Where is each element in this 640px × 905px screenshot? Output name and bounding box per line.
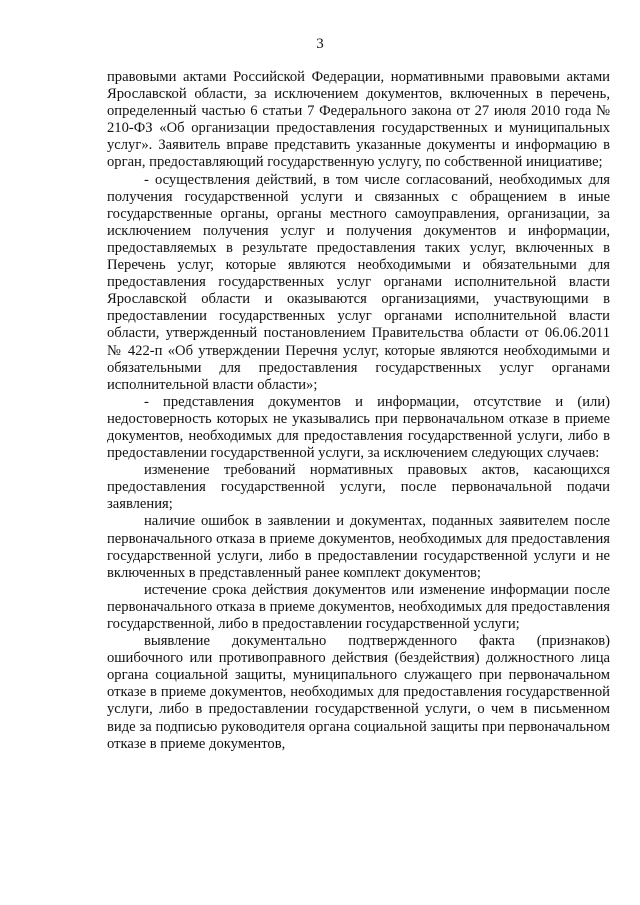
page-number: 3: [316, 36, 324, 52]
paragraph-actions-item: - осуществления действий, в том числе согласований, необходимых для получения государственной услуги и связанных с обращением в иные государственные органы, органы местного самоуправления, организации, за исключением получения услуг и получения документов и информации, предоставляемых в результате предоставления таких услуг, включенных в Перечень услуг, которые являются необходимыми и обязательными для предоставления государственных услуг органами исполнительной власти Ярославской области и оказываются организациями, участвующими в предоставлении государственных услуг органами исполнительной власти области, утвержденный постановлением Правительства области от 06.06.2011 № 422-п «Об утверждении Перечня услуг, которые являются необходимыми и обязательными для предоставления государственных услуг органами исполнительной власти области»;: [107, 171, 610, 393]
paragraph-case-errors: наличие ошибок в заявлении и документах, поданных заявителем после первоначального отказа в приеме документов, необходимых для предоставления государственной услуги, либо в предоставлении государственной услуги и не включенных в представленный ранее комплект документов;: [107, 513, 610, 581]
paragraph-documents-item: - представления документов и информации, отсутствие и (или) недостоверность которых не указывались при первоначальном отказе в приеме документов, необходимых для предоставления государственной услуги, либо в предоставлении государственной услуги, за исключением следующих случаев:: [107, 393, 610, 462]
paragraph-case-requirements-change: изменение требований нормативных правовых актов, касающихся предоставления государственной услуги, после первоначальной подачи заявления;: [107, 462, 610, 513]
document-body: [107, 69, 610, 753]
paragraph-case-expiry: истечение срока действия документов или изменение информации после первоначального отказа в приеме документов, необходимых для предоставления государственной, либо в предоставлении государственной услуги;: [107, 581, 610, 632]
paragraph-continuation: правовыми актами Российской Федерации, нормативными правовыми актами Ярославской области, за исключением документов, включенных в перечень, определенный частью 6 статьи 7 Федерального закона от 27 июля 2010 года № 210-ФЗ «Об организации предоставления государственных и муниципальных услуг». Заявитель вправе представить указанные документы и информацию в орган, предоставляющий государственную услугу, по собственной инициативе;: [107, 69, 610, 171]
paragraph-case-misconduct: выявление документально подтвержденного факта (признаков) ошибочного или противоправного действия (бездействия) должностного лица органа социальной защиты, муниципального служащего при первоначальном отказе в приеме документов, необходимых для предоставления государственной услуги, либо в предоставлении государственной услуги, о чем в письменном виде за подписью руководителя органа социальной защиты при первоначальном отказе в приеме документов,: [107, 633, 610, 752]
